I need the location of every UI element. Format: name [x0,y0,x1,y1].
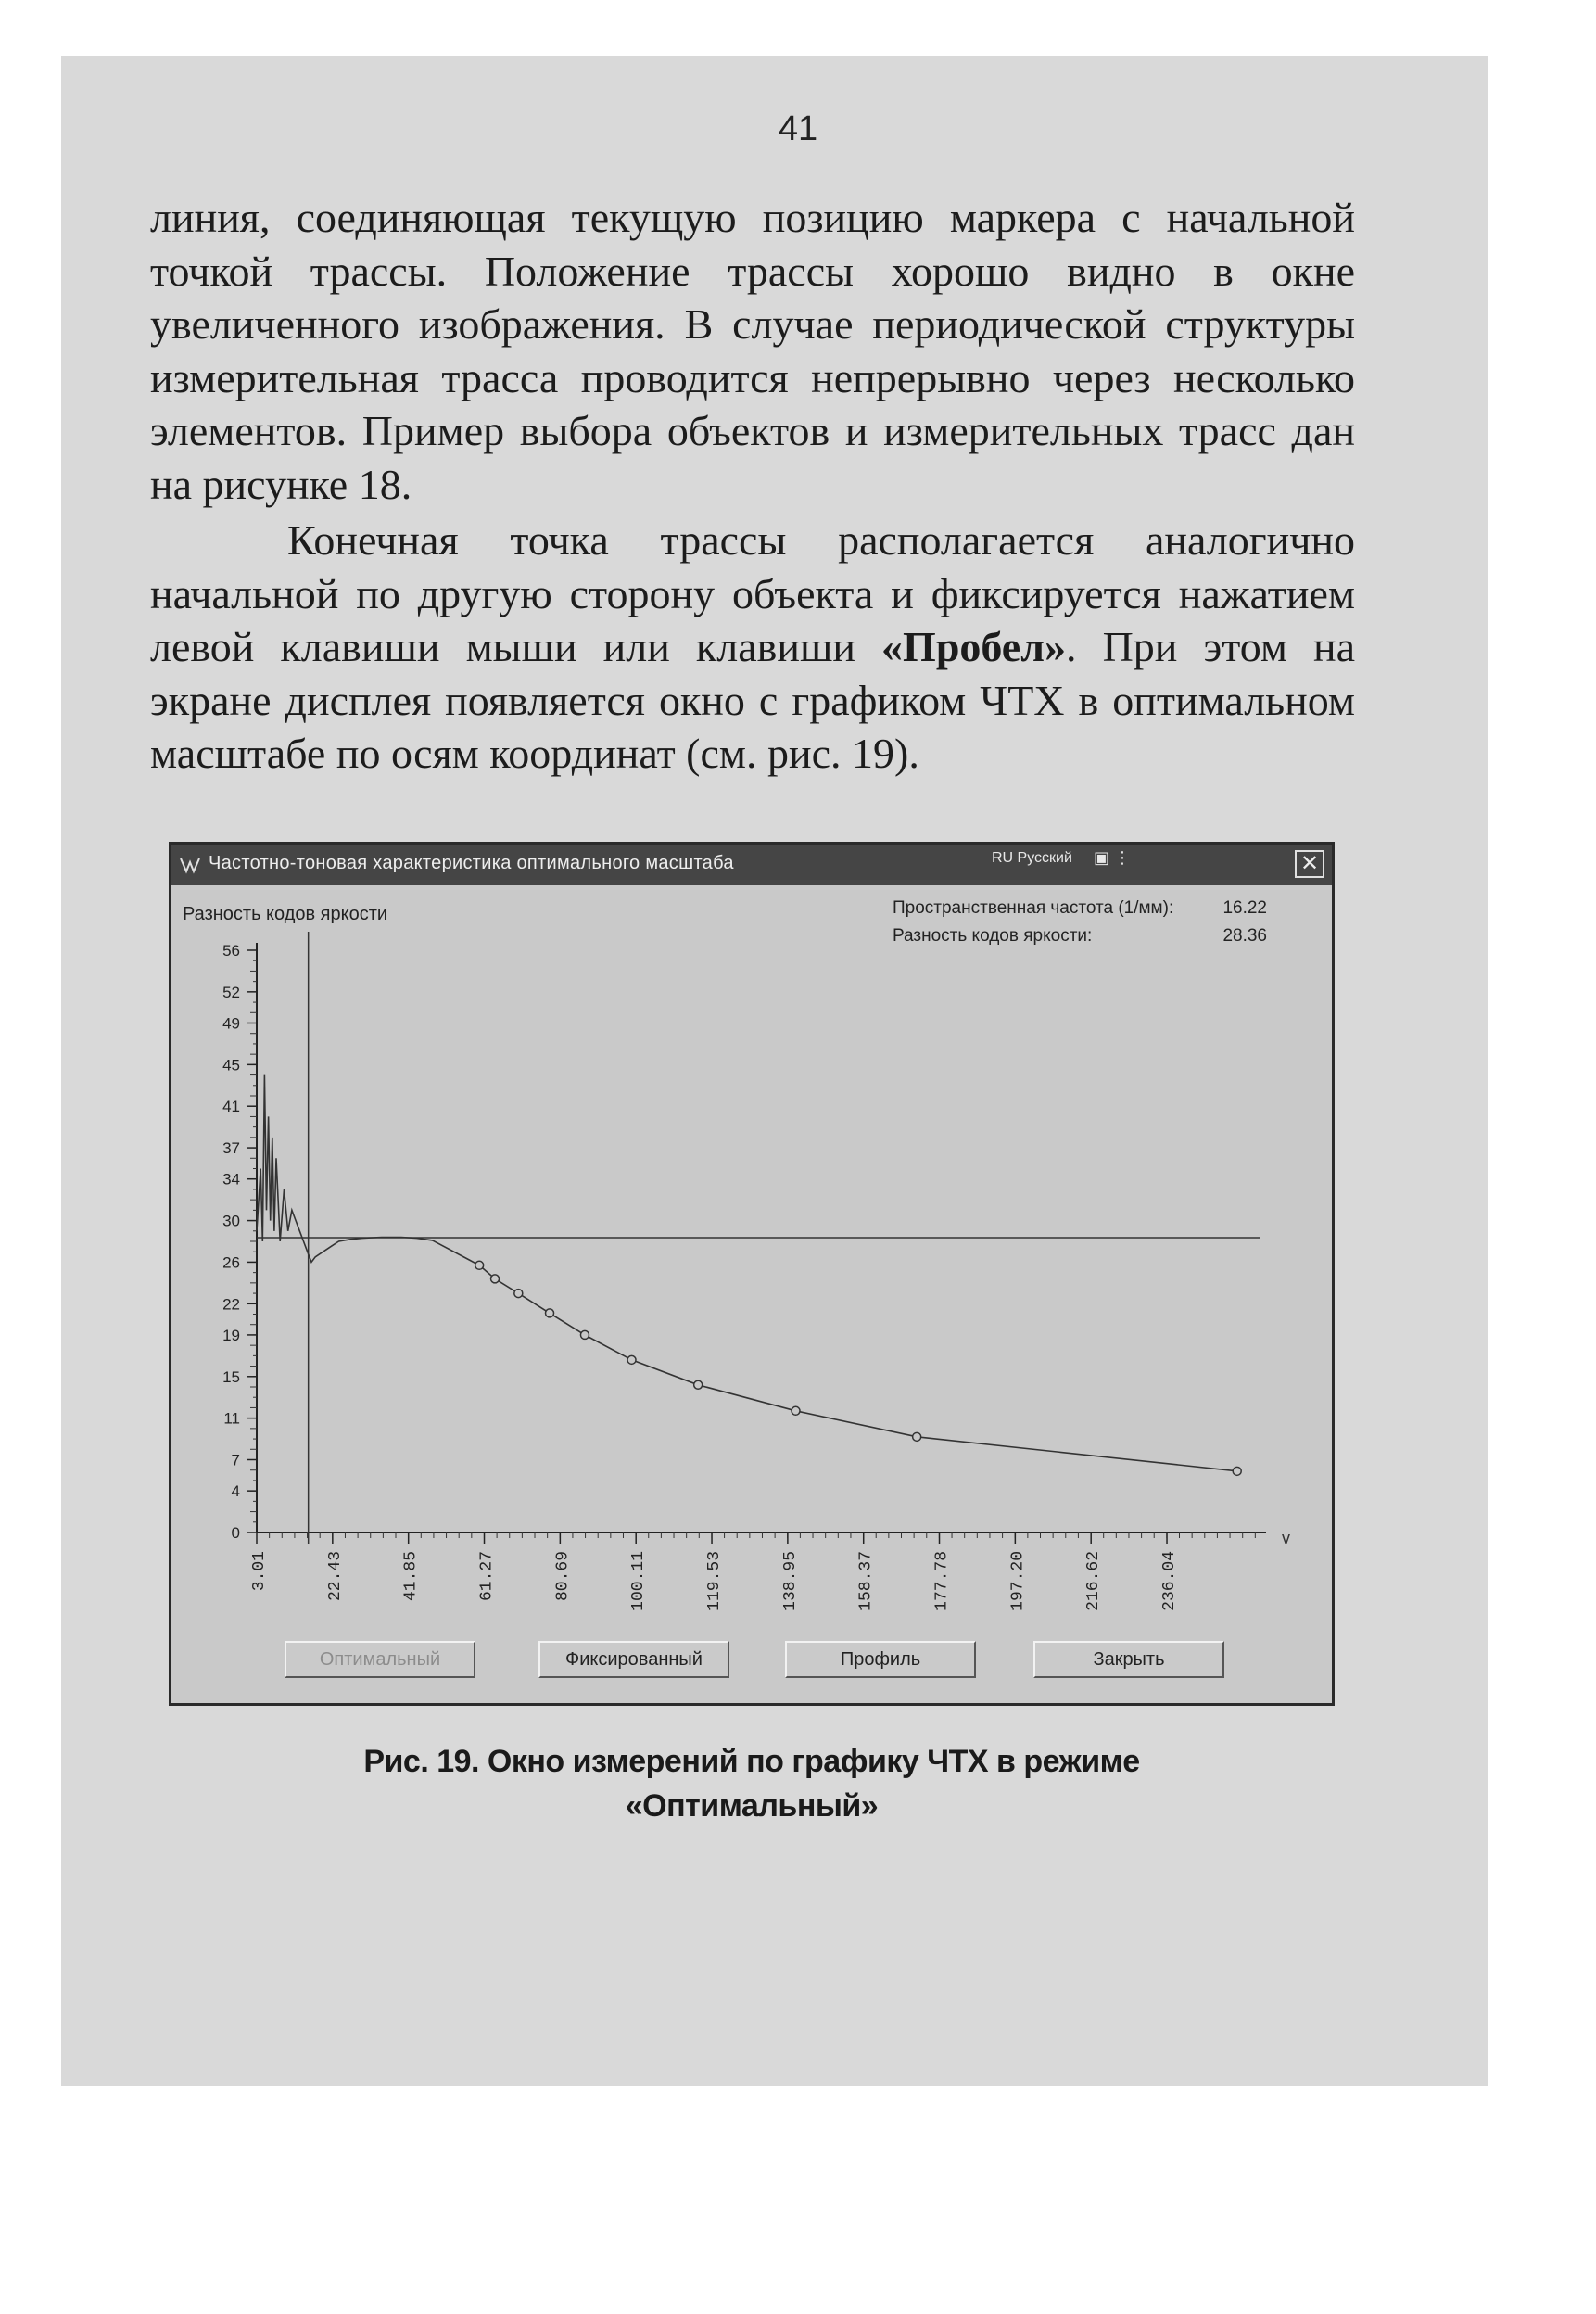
fixed-button[interactable]: Фиксированный [538,1641,729,1678]
chtx-curve-tail [433,1240,1237,1471]
y-tick-label: 34 [222,1170,240,1189]
chtx-curve-start [257,1075,433,1263]
paragraph-2-end: . При этом на экране дисплея появляется окно с графиком ЧТХ в оптимальном масштабе по осям координат (см. рис. 19). [150,623,1355,777]
x-tick-label: 216.62 [1084,1551,1104,1611]
figure-caption [169,1739,1335,1828]
optimal-button[interactable]: Оптимальный [285,1641,475,1678]
y-tick-label: 26 [222,1253,240,1272]
paragraph-2-start: Конечная точка трассы располагается аналогично начальной по другую сторону объекта и фиксируется нажатием левой клавиши мыши или клавиши [150,516,1355,670]
profile-button[interactable]: Профиль [785,1641,976,1678]
difference-value: 28.36 [1222,926,1267,946]
y-tick-label: 7 [231,1451,240,1469]
caption-line-1: Рис. 19. Окно измерений по графику ЧТХ в режиме [363,1744,1140,1779]
chtx-data-point [546,1309,554,1317]
y-tick-label: 11 [223,1409,240,1428]
chtx-data-point [580,1330,589,1339]
language-indicator[interactable]: RU Русский [992,850,1072,866]
y-axis-title: Разность кодов яркости [183,904,388,924]
chtx-data-point [627,1355,636,1364]
x-tick-label: 236.04 [1160,1551,1180,1611]
close-window-button[interactable]: ✕ [1295,850,1324,878]
x-tick-label: 100.11 [629,1551,649,1611]
y-tick-label: 0 [231,1524,240,1542]
window-title: Частотно-тоновая характеристика оптимального масштаба [209,853,734,873]
y-tick-label: 41 [222,1098,240,1116]
chtx-window [169,842,1335,1706]
y-tick-label: 56 [222,942,240,960]
y-tick-label: 30 [222,1212,240,1230]
chtx-data-point [694,1380,703,1389]
space-key-name: «Пробел» [881,623,1067,670]
paragraph-1: линия, соединяющая текущую позицию маркера с начальной точкой трассы. Положение трассы хорошо видно в окне увеличенного изображения. В случае периодической структуры измерительная трасса проводится непрерывно через несколько элементов. Пример выбора объектов и измерительных трасс дан на рисунке 18. [150,194,1355,508]
paragraph-2 [150,514,1355,781]
y-tick-label: 22 [222,1295,240,1314]
y-tick-label: 19 [222,1326,240,1344]
y-tick-label: 52 [222,983,240,1001]
x-tick-label: 138.95 [780,1551,800,1611]
x-axis [250,1532,1266,1611]
x-tick-label: 61.27 [477,1551,497,1602]
chtx-curve [257,1075,1241,1476]
difference-label: Разность кодов яркости: [893,926,1093,946]
x-tick-label: 177.78 [932,1551,952,1611]
chtx-data-point [491,1275,500,1283]
y-tick-label: 4 [231,1482,240,1501]
y-tick-label: 37 [222,1139,240,1158]
chtx-data-point [514,1290,523,1298]
x-tick-label: 158.37 [856,1551,876,1611]
chtx-chart[interactable] [171,845,1332,1633]
x-tick-label: 3.01 [250,1551,269,1592]
x-tick-label: 80.69 [553,1551,573,1602]
chtx-data-point [475,1261,484,1269]
scroll-marker[interactable]: v [1282,1529,1290,1547]
chtx-data-point [913,1432,921,1441]
page-number: 41 [778,109,818,148]
close-button[interactable]: Закрыть [1033,1641,1224,1678]
y-tick-label: 45 [222,1056,240,1074]
x-tick-label: 41.85 [401,1551,421,1602]
frequency-value: 16.22 [1222,898,1267,918]
y-tick-label: 15 [222,1367,240,1386]
y-tick-label: 49 [222,1014,240,1033]
frequency-label: Пространственная частота (1/мм): [893,898,1174,918]
x-tick-label: 22.43 [325,1551,345,1602]
x-tick-label: 119.53 [705,1551,725,1611]
keyboard-layout-icon[interactable]: ▣ ⋮ [1094,848,1132,867]
caption-line-2: «Оптимальный» [625,1788,879,1824]
chtx-data-point [1233,1467,1241,1475]
chtx-data-point [792,1406,800,1415]
y-axis [222,942,257,1542]
x-tick-label: 197.20 [1008,1551,1028,1611]
